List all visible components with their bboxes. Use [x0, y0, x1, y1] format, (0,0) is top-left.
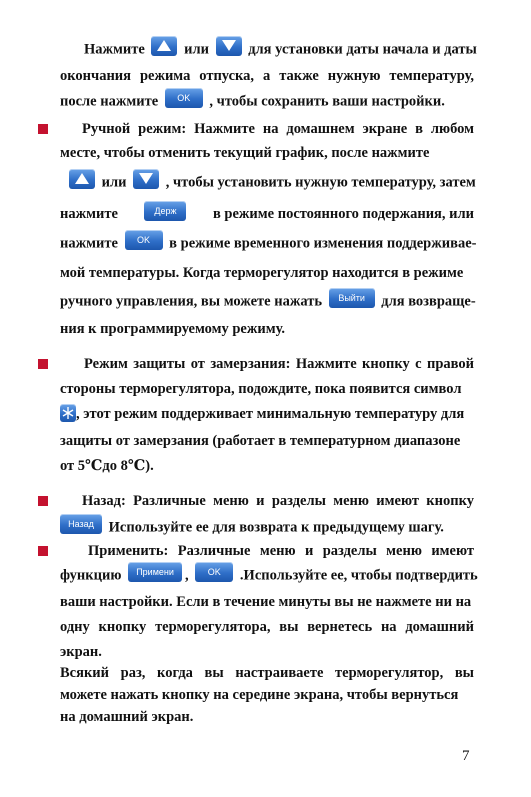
text: функцию	[60, 567, 122, 584]
para1-line2: окончания режима отпуска, а также нужную температуру,	[60, 68, 474, 84]
text: для установки даты начала и даты	[248, 41, 477, 58]
para1-line1	[84, 40, 477, 60]
manual-line6: мой температуры. Когда терморегулятор находится в режиме	[60, 265, 464, 281]
text: , чтобы сохранить ваши настройки.	[209, 93, 445, 110]
closing-line2: можете нажать кнопку на середине экрана, чтобы вернуться	[60, 687, 459, 703]
text: или	[184, 41, 209, 58]
text: после нажмите	[60, 93, 159, 110]
frost-line4: защиты от замерзания (работает в температурном диапазоне	[60, 433, 461, 449]
hold-button: Держ	[144, 201, 186, 221]
back-line1	[60, 492, 474, 510]
text: Применить: Различные меню и разделы меню имеют	[88, 543, 474, 559]
closing-line3: на домашний экран.	[60, 709, 194, 725]
apply-line5: экран.	[60, 644, 102, 660]
frost-line5: от 5℃до 8℃).	[60, 458, 154, 474]
text: в режиме постоянного подержания, или	[212, 206, 474, 222]
back-line2	[60, 518, 444, 538]
up-arrow-button	[151, 36, 177, 56]
text: ,	[185, 567, 189, 584]
manual-line8: ния к программируемому режиму.	[60, 321, 286, 337]
apply-line2	[60, 566, 478, 586]
ok-button: OK	[125, 230, 163, 250]
bullet	[38, 124, 48, 134]
ok-button: OK	[195, 562, 233, 582]
closing-line1: Всякий раз, когда вы настраиваете терморегулятор, вы	[60, 665, 474, 681]
text: для возвраще-	[381, 293, 476, 310]
manual-line7	[60, 292, 476, 312]
ok-button: OK	[165, 88, 203, 108]
text: ручного управления, вы можете нажать	[60, 293, 323, 310]
bullet	[38, 359, 48, 369]
apply-line1	[60, 542, 474, 560]
manual-line5	[60, 234, 476, 254]
text: Назад: Различные меню и разделы меню имеют кнопку	[82, 493, 474, 509]
text: или	[101, 174, 127, 191]
manual-line4	[60, 205, 474, 225]
manual-line2: месте, чтобы отменить текущий график, после нажмите	[60, 145, 430, 161]
apply-button: Примени	[128, 562, 182, 582]
up-arrow-icon	[75, 173, 89, 184]
frost-line2: стороны терморегулятора, подождите, пока появится символ	[60, 381, 462, 397]
frost-line3	[60, 405, 464, 424]
down-arrow-icon	[139, 173, 153, 184]
manual-line1	[60, 120, 474, 138]
text: Ручной режим: Нажмите на домашнем экране в любом	[82, 121, 474, 137]
apply-line3: ваши настройки. Если в течение минуты вы не нажмете ни на	[60, 594, 472, 610]
frost-line1	[60, 355, 474, 373]
page-number: 7	[462, 748, 470, 764]
exit-button: Выйти	[329, 288, 375, 308]
bullet	[38, 546, 48, 556]
snowflake-button	[60, 404, 76, 422]
text: , этот режим поддерживает минимальную температуру для	[76, 406, 465, 422]
text: Режим защиты от замерзания: Нажмите кнопку с правой	[84, 356, 474, 372]
manual-line3	[66, 173, 476, 193]
back-button: Назад	[60, 514, 102, 534]
text: в режиме временного изменения поддерживае-	[169, 235, 477, 252]
down-arrow-button	[216, 36, 242, 56]
apply-line4: одну кнопку терморегулятора, вы вернетесь на домашний	[60, 619, 474, 635]
text: нажмите	[60, 206, 118, 222]
text: Нажмите	[84, 41, 145, 58]
snowflake-icon	[60, 404, 76, 422]
up-arrow-icon	[157, 40, 171, 51]
text: нажмите	[60, 235, 118, 252]
up-arrow-button	[69, 169, 95, 189]
text: , чтобы установить нужную температуру, затем	[165, 174, 476, 191]
down-arrow-icon	[222, 40, 236, 51]
text: Используйте ее для возврата к предыдущему шагу.	[108, 519, 444, 536]
text: .Используйте ее, чтобы подтвердить	[239, 567, 478, 584]
para1-line3	[60, 92, 445, 112]
bullet	[38, 496, 48, 506]
down-arrow-button	[133, 169, 159, 189]
